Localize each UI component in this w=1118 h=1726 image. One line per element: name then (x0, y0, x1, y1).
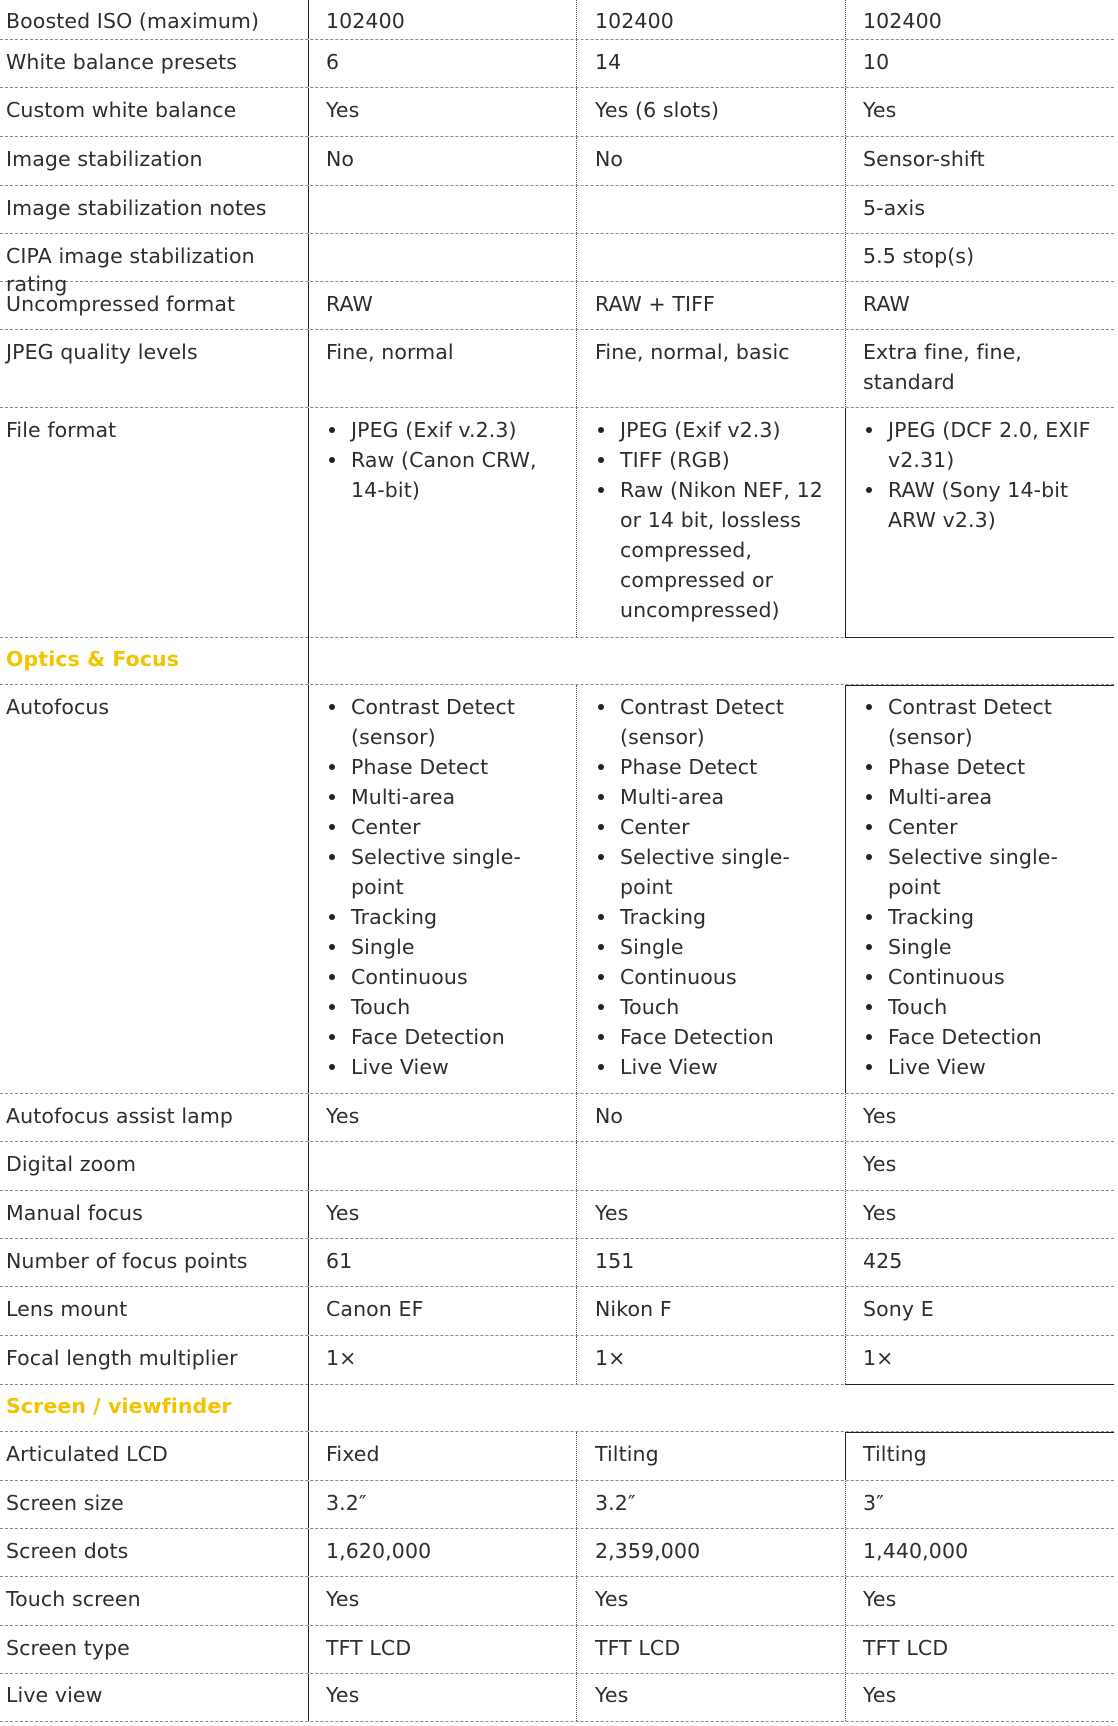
table-row (0, 1336, 1114, 1384)
list-item: Touch (326, 992, 556, 1022)
row-label: Screen size (6, 1491, 124, 1515)
table-row (0, 1287, 1114, 1336)
cell-value: 1× (576, 1336, 845, 1384)
cell-value: Yes (308, 1577, 576, 1625)
cell-value: No (308, 137, 576, 185)
table-row (0, 186, 1114, 234)
cell-value: 10 (845, 40, 1114, 87)
cell-value (576, 685, 845, 1093)
row-label: White balance presets (6, 50, 238, 74)
row-label: Screen type (6, 1636, 130, 1660)
row-label: Articulated LCD (6, 1442, 168, 1466)
table-row (0, 1432, 1114, 1481)
cell-value: Yes (845, 1094, 1114, 1141)
table-row (0, 1481, 1114, 1529)
row-label: Autofocus (6, 695, 110, 719)
row-label: Autofocus assist lamp (6, 1104, 234, 1128)
list-item: Selective single-point (326, 842, 556, 902)
table-row (0, 0, 1114, 40)
cell-value: Yes (845, 88, 1114, 136)
list-item: Touch (595, 992, 825, 1022)
cell-value: 3.2″ (576, 1481, 845, 1528)
list-item: Contrast Detect (sensor) (595, 692, 825, 752)
table-row (0, 234, 1114, 296)
list-item: Live View (595, 1052, 825, 1082)
row-label: Focal length multiplier (6, 1346, 238, 1370)
row-label: Screen dots (6, 1539, 129, 1563)
table-row (0, 1529, 1114, 1577)
table-row (0, 330, 1114, 408)
cell-value: TFT LCD (845, 1626, 1114, 1673)
cell-value: 102400 (845, 0, 1114, 39)
list-item: Contrast Detect (sensor) (326, 692, 556, 752)
cell-value: 1× (308, 1336, 576, 1384)
list-item: Continuous (863, 962, 1094, 992)
cell-value: 1,440,000 (845, 1529, 1114, 1576)
cell-value: Nikon F (576, 1287, 845, 1335)
table-row (0, 137, 1114, 186)
cell-value: Fine, normal (308, 330, 576, 407)
list-item: Single (326, 932, 556, 962)
cell-value: Yes (576, 1674, 845, 1721)
row-label: Manual focus (6, 1201, 143, 1225)
cell-value (576, 234, 845, 281)
list-item: Continuous (595, 962, 825, 992)
cell-value (308, 408, 576, 637)
row-label: Image stabilization (6, 147, 203, 171)
row-label: Uncompressed format (6, 292, 236, 316)
row-label: JPEG quality levels (6, 340, 198, 364)
cell-value: 6 (308, 40, 576, 87)
cell-value: 3″ (845, 1481, 1114, 1528)
list-item: Face Detection (595, 1022, 825, 1052)
row-label: Touch screen (6, 1587, 141, 1611)
table-row (0, 1094, 1114, 1142)
cell-value: No (576, 1094, 845, 1141)
cell-value: Tilting (576, 1432, 845, 1480)
list-item: Single (863, 932, 1094, 962)
list-item: Multi-area (595, 782, 825, 812)
list-item: Center (326, 812, 556, 842)
table-row (0, 685, 1114, 1094)
cell-value: 5.5 stop(s) (845, 234, 1114, 281)
table-row (0, 1674, 1114, 1722)
list-item: Raw (Canon CRW, 14-bit) (326, 445, 564, 505)
section-empty-cell (308, 1384, 1114, 1431)
cell-value: Yes (845, 1674, 1114, 1721)
list-item: Multi-area (863, 782, 1094, 812)
list-item: Multi-area (326, 782, 556, 812)
table-row (0, 1577, 1114, 1626)
table-row (0, 1626, 1114, 1674)
list-item: Single (595, 932, 825, 962)
list-item: Touch (863, 992, 1094, 1022)
cell-value (845, 408, 1114, 637)
cell-value: 14 (576, 40, 845, 87)
row-label: Number of focus points (6, 1249, 248, 1273)
cell-value: 1,620,000 (308, 1529, 576, 1576)
cell-value: Yes (308, 1191, 576, 1238)
list-item: TIFF (RGB) (595, 445, 833, 475)
row-label: Image stabilization notes (6, 196, 267, 220)
table-row (0, 1239, 1114, 1287)
cell-value: 3.2″ (308, 1481, 576, 1528)
cell-value: 102400 (308, 0, 576, 39)
cell-value: 1× (845, 1336, 1114, 1384)
list-item: Face Detection (326, 1022, 556, 1052)
cell-value: TFT LCD (576, 1626, 845, 1673)
cell-value (576, 408, 845, 637)
list-item: JPEG (DCF 2.0, EXIF v2.31) (863, 415, 1102, 475)
cell-value (308, 186, 576, 233)
cell-value: RAW (845, 282, 1114, 329)
row-label: CIPA image stabilization rating (6, 244, 255, 296)
cell-value: RAW + TIFF (576, 282, 845, 329)
section-empty-cell (308, 637, 1114, 684)
cell-value (576, 1142, 845, 1190)
list-item: JPEG (Exif v2.3) (595, 415, 833, 445)
cell-value: 102400 (576, 0, 845, 39)
list-item: JPEG (Exif v.2.3) (326, 415, 564, 445)
cell-value: Fixed (308, 1432, 576, 1480)
cell-value: Fine, normal, basic (576, 330, 845, 407)
cell-value (308, 1142, 576, 1190)
list-item: Selective single-point (863, 842, 1094, 902)
list-item: Continuous (326, 962, 556, 992)
list-item: Phase Detect (326, 752, 556, 782)
cell-value: Sensor-shift (845, 137, 1114, 185)
cell-value: 2,359,000 (576, 1529, 845, 1576)
list-item: Live View (326, 1052, 556, 1082)
table-row (0, 282, 1114, 330)
row-label: Boosted ISO (maximum) (6, 9, 260, 33)
row-label: Lens mount (6, 1297, 128, 1321)
cell-value: TFT LCD (308, 1626, 576, 1673)
table-row (0, 88, 1114, 137)
cell-value: RAW (308, 282, 576, 329)
cell-value: 61 (308, 1239, 576, 1286)
cell-value (308, 234, 576, 281)
row-label: File format (6, 418, 117, 442)
list-item: Center (863, 812, 1094, 842)
list-item: Raw (Nikon NEF, 12 or 14 bit, lossless compressed, compressed or uncompressed) (595, 475, 833, 625)
list-item: Face Detection (863, 1022, 1094, 1052)
section-header-row (0, 1384, 1114, 1432)
cell-value: 425 (845, 1239, 1114, 1286)
cell-value: Yes (845, 1191, 1114, 1238)
list-item: Contrast Detect (sensor) (863, 692, 1094, 752)
row-label: Live view (6, 1683, 103, 1707)
section-title: Screen / viewfinder (6, 1394, 232, 1418)
section-title: Optics & Focus (6, 647, 180, 671)
list-item: Tracking (326, 902, 556, 932)
cell-value: Extra fine, fine, standard (845, 330, 1114, 407)
list-item: Tracking (863, 902, 1094, 932)
list-item: Tracking (595, 902, 825, 932)
list-item: Phase Detect (863, 752, 1094, 782)
cell-value: Sony E (845, 1287, 1114, 1335)
row-label: Digital zoom (6, 1152, 137, 1176)
cell-value: Tilting (845, 1432, 1114, 1480)
cell-value: Yes (576, 1191, 845, 1238)
cell-value: Yes (845, 1142, 1114, 1190)
cell-value: Canon EF (308, 1287, 576, 1335)
row-label: Custom white balance (6, 98, 237, 122)
list-item: Live View (863, 1052, 1094, 1082)
table-row (0, 40, 1114, 88)
cell-value: 5-axis (845, 186, 1114, 233)
cell-value: 151 (576, 1239, 845, 1286)
list-item: Selective single-point (595, 842, 825, 902)
cell-value (845, 685, 1114, 1093)
cell-value (576, 186, 845, 233)
cell-value: Yes (845, 1577, 1114, 1625)
cell-value: Yes (308, 88, 576, 136)
cell-value (308, 685, 576, 1093)
cell-value: No (576, 137, 845, 185)
table-row (0, 1142, 1114, 1191)
list-item: RAW (Sony 14-bit ARW v2.3) (863, 475, 1102, 535)
cell-value: Yes (576, 1577, 845, 1625)
list-item: Center (595, 812, 825, 842)
table-row (0, 408, 1114, 637)
cell-value: Yes (6 slots) (576, 88, 845, 136)
section-header-row (0, 637, 1114, 685)
cell-value: Yes (308, 1094, 576, 1141)
list-item: Phase Detect (595, 752, 825, 782)
table-row (0, 1191, 1114, 1239)
cell-value: Yes (308, 1674, 576, 1721)
